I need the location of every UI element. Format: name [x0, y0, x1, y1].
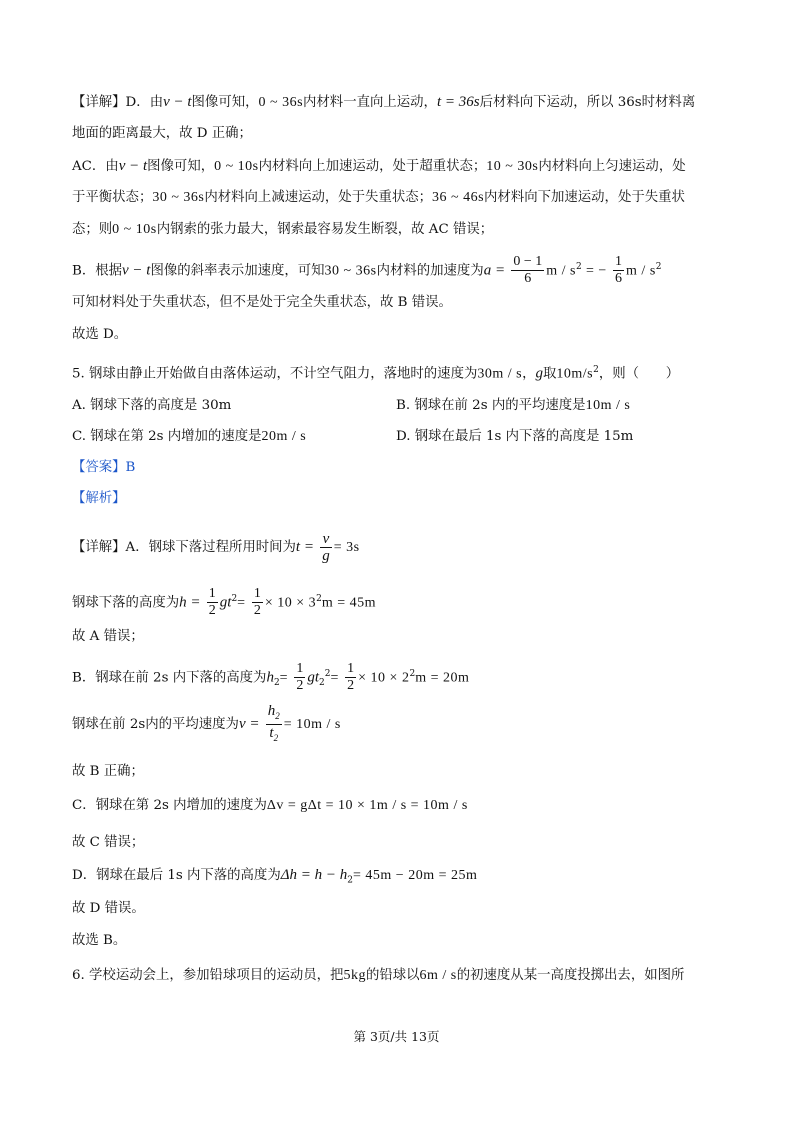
- page-footer: 第 3页/共 13页: [353, 1029, 440, 1044]
- q4-detail-d-line1: 【详解】D．由v − t图像可知，0 ~ 36s内材料一直向上运动，t = 36s后材料向下运动，所以 36s时材料离: [72, 94, 696, 110]
- q5-b-half-fraction: $\frac{1}{2}$: [296, 661, 304, 694]
- q5-answer: 【答案】B: [72, 460, 136, 475]
- q5-half-fraction: $\frac{1}{2}$: [208, 586, 216, 619]
- q5-stem: 5. 钢球由静止开始做自由落体运动，不计空气阻力，落地时的速度为30m / s，g取$10m/s^2$，则（ ）: [72, 365, 680, 382]
- q4-b-line1: B．根据v − t图像的斜率表示加速度，可知30 ~ 36s内材料的加速度为a = $\frac{0 - 1}{6}$ m / $s^2$ = − $\frac{1}{6}$ m / $s^2$: [72, 254, 662, 287]
- q5-option-b: B. 钢球在前 2s 内的平均速度是10m / s: [396, 398, 631, 413]
- q5-option-a: A. 钢球下落的高度是 30m: [72, 398, 232, 413]
- q4-choose: 故选 D。: [72, 327, 128, 342]
- q6-stem: 6. 学校运动会上，参加铅球项目的运动员，把5kg的铅球以6m / s的初速度从某一高度投掷出去，如图所: [72, 968, 685, 983]
- q5-half-fraction2: $\frac{1}{2}$: [253, 586, 261, 619]
- q5-detail-b-line2: 钢球在前 2s内的平均速度为v = $\frac{h_2}{t_2}$ = 10m / s: [72, 703, 341, 746]
- q5-option-c: C. 钢球在第 2s 内增加的速度是20m / s: [72, 429, 307, 444]
- q4-b-fraction2: $\frac{1}{6}$: [615, 254, 623, 287]
- q5-b-half-fraction2: $\frac{1}{2}$: [347, 661, 355, 694]
- q5-time-fraction: $\frac{v}{g}$: [322, 531, 330, 564]
- q5-choose: 故选 B。: [72, 933, 127, 948]
- q5-detail-c-line: C．钢球在第 2s 内增加的速度为Δv = gΔt = 10 × 1m / s = 10m / s: [72, 798, 468, 813]
- q5-option-d: D. 钢球在最后 1s 内下落的高度是 15m: [396, 429, 634, 444]
- q4-ac-line2: 于平衡状态；30 ~ 36s内材料向上减速运动，处于失重状态；36 ~ 46s内材料向下加速运动，处于失重状: [72, 190, 685, 205]
- q5-detail-a-line2: 钢球下落的高度为h = $\frac{1}{2}$ $gt^2=$ $\frac{1}{2}$ × $10 \times 3^2m = 45m$: [72, 586, 377, 619]
- q4-detail-d-line2: 地面的距离最大，故 D 正确；: [72, 126, 252, 141]
- q5-avg-fraction: $\frac{h_2}{t_2}$: [266, 703, 282, 746]
- q4-ac-line3: 态；则0 ~ 10s内钢索的张力最大，钢索最容易发生断裂，故 AC 错误；: [72, 222, 494, 237]
- q5-detail-b-result: 故 B 正确；: [72, 764, 144, 779]
- q5-detail-c-result: 故 C 错误；: [72, 835, 145, 850]
- q4-b-line2: 可知材料处于失重状态，但不是处于完全失重状态，故 B 错误。: [72, 295, 452, 310]
- q4-ac-line1: AC．由v − t图像可知，0 ~ 10s内材料向上加速运动，处于超重状态；10 ~ 30s内材料向上匀速运动，处: [72, 158, 686, 174]
- q4-b-fraction: $\frac{0 - 1}{6}$: [513, 254, 543, 287]
- q5-detail-b-line1: B．钢球在前 2s 内下落的高度为$h_2=$ $\frac{1}{2}$ $gt_2^2=$ $\frac{1}{2}$ × $10 \times 2^2m = 20m$: [72, 661, 470, 694]
- q5-detail-a-result: 故 A 错误；: [72, 629, 144, 644]
- q5-analysis-heading: 【解析】: [72, 491, 126, 506]
- q5-detail-a-line1: 【详解】A．钢球下落过程所用时间为t = $\frac{v}{g}$ = 3s: [72, 531, 360, 564]
- q5-detail-d-result: 故 D 错误。: [72, 901, 145, 916]
- q5-detail-d-line: D．钢球在最后 1s 内下落的高度为$\Delta h = h - h_2= 45m - 20m = 25m$: [72, 867, 478, 886]
